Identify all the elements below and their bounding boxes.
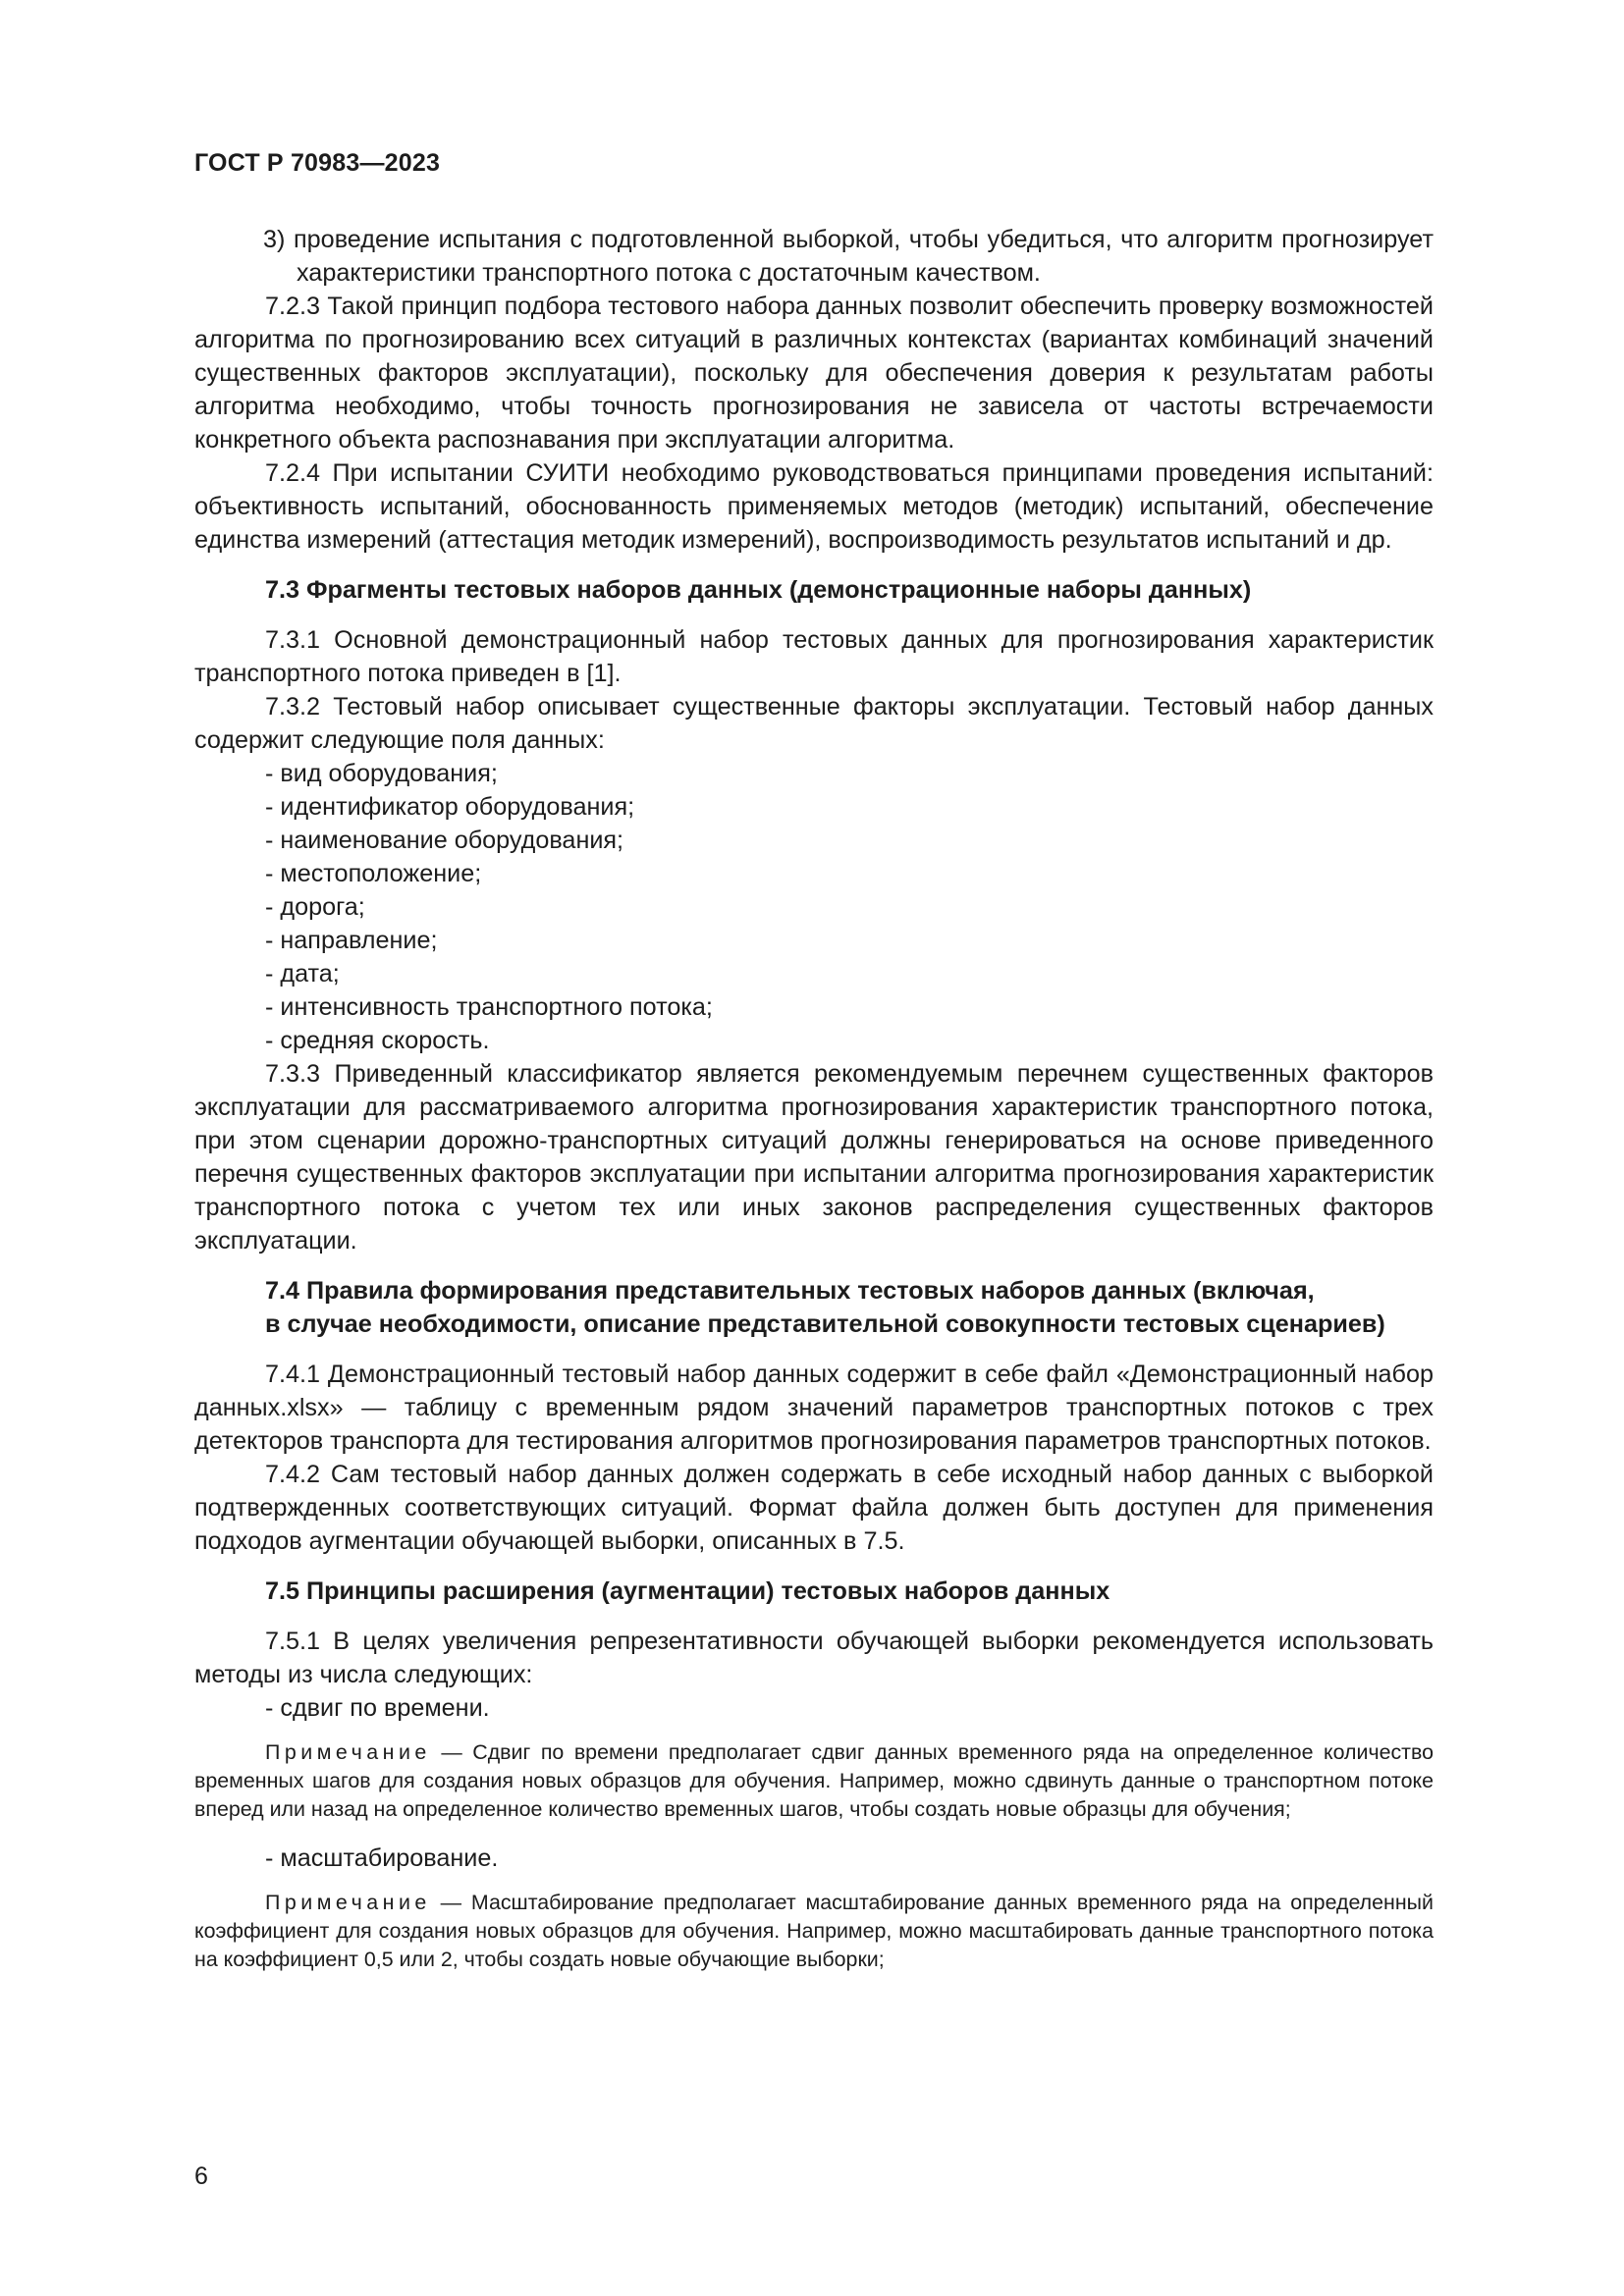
data-field-item: - направление; xyxy=(265,927,438,954)
note-scaling xyxy=(194,1889,1434,1974)
section-heading-7-4-line-2: в случае необходимости, описание представительной совокупности тестовых сценариев) xyxy=(265,1310,1385,1338)
note-time-shift xyxy=(194,1738,1434,1824)
note-text: — Сдвиг по времени предполагает сдвиг данных временного ряда на определенное количество временных шагов для создания новых образцов для обучения. Например, можно сдвинуть данные о транспортном потоке вперед или назад на определенное количество временных шагов, чтобы создать новые образцы для обучения; xyxy=(194,1740,1434,1821)
section-heading-7-4 xyxy=(194,1274,1434,1341)
section-heading-7-4-line-1: 7.4 Правила формирования представительных тестовых наборов данных (включая, xyxy=(265,1277,1315,1305)
paragraph-7-2-4: 7.2.4 При испытании СУИТИ необходимо руководствоваться принципами проведения испытаний: объективность испытаний, обоснованность применяемых методов (методик) испытаний, обеспечение единства измерений (аттестация методик измерений), воспроизводимость результатов испытаний и др. xyxy=(194,459,1434,554)
data-field-item: - идентификатор оборудования; xyxy=(265,793,635,821)
section-heading-7-3: 7.3 Фрагменты тестовых наборов данных (демонстрационные наборы данных) xyxy=(265,576,1252,604)
data-field-item: - местоположение; xyxy=(265,860,482,887)
data-field-item: - дата; xyxy=(265,960,340,988)
document-designation: ГОСТ Р 70983—2023 xyxy=(194,149,441,177)
paragraph-7-4-1: 7.4.1 Демонстрационный тестовый набор данных содержит в себе файл «Демонстрационный набор данных.xlsx» — таблицу с временным рядом значений параметров транспортных потоков с трех детекторов транспорта для тестирования алгоритмов прогнозирования параметров транспортных потоков. xyxy=(194,1361,1434,1455)
method-item-time-shift: - сдвиг по времени. xyxy=(265,1694,490,1722)
paragraph-7-3-1: 7.3.1 Основной демонстрационный набор тестовых данных для прогнозирования характеристик транспортного потока приведен в [1]. xyxy=(194,626,1434,687)
list-item-3: 3) проведение испытания с подготовленной выборкой, чтобы убедиться, что алгоритм прогнозирует характеристики транспортного потока с достаточным качеством. xyxy=(263,226,1434,287)
method-item-scaling: - масштабирование. xyxy=(265,1844,499,1872)
paragraph-7-3-3: 7.3.3 Приведенный классификатор является рекомендуемым перечнем существенных факторов эксплуатации для рассматриваемого алгоритма прогнозирования характеристик транспортного потока, при этом сценарии дорожно-транспортных ситуаций должны генерироваться на основе приведенного перечня существенных факторов эксплуатации при испытании алгоритма прогнозирования характеристик транспортного потока с учетом тех или иных законов распределения существенных факторов эксплуатации. xyxy=(194,1060,1434,1255)
note-label: Примечание xyxy=(265,1740,431,1764)
page-body xyxy=(194,223,1434,1992)
data-field-item: - вид оборудования; xyxy=(265,760,498,787)
paragraph-7-3-2: 7.3.2 Тестовый набор описывает существенные факторы эксплуатации. Тестовый набор данных содержит следующие поля данных: xyxy=(194,693,1434,754)
data-field-item: - интенсивность транспортного потока; xyxy=(265,993,713,1021)
page-number: 6 xyxy=(194,2163,208,2190)
data-field-item: - наименование оборудования; xyxy=(265,827,624,854)
section-heading-7-5: 7.5 Принципы расширения (аугментации) тестовых наборов данных xyxy=(265,1577,1110,1605)
paragraph-7-4-2: 7.4.2 Сам тестовый набор данных должен содержать в себе исходный набор данных с выборкой подтвержденных соответствующих ситуаций. Формат файла должен быть доступен для применения подходов аугментации обучающей выборки, описанных в 7.5. xyxy=(194,1461,1434,1555)
paragraph-7-2-3: 7.2.3 Такой принцип подбора тестового набора данных позволит обеспечить проверку возможностей алгоритма по прогнозированию всех ситуаций в различных контекстах (вариантах комбинаций значений существенных факторов эксплуатации), поскольку для обеспечения доверия к результатам работы алгоритма необходимо, чтобы точность прогнозирования не зависела от частоты встречаемости конкретного объекта распознавания при эксплуатации алгоритма. xyxy=(194,293,1434,454)
data-field-item: - средняя скорость. xyxy=(265,1027,490,1054)
data-field-item: - дорога; xyxy=(265,893,365,921)
note-text: — Масштабирование предполагает масштабирование данных временного ряда на определенный коэффициент для создания новых образцов для обучения. Например, можно масштабировать данные транспортного потока на коэффициент 0,5 или 2, чтобы создать новые обучающие выборки; xyxy=(194,1891,1434,1971)
note-label: Примечание xyxy=(265,1891,431,1914)
paragraph-7-5-1: 7.5.1 В целях увеличения репрезентативности обучающей выборки рекомендуется использовать методы из числа следующих: xyxy=(194,1628,1434,1688)
